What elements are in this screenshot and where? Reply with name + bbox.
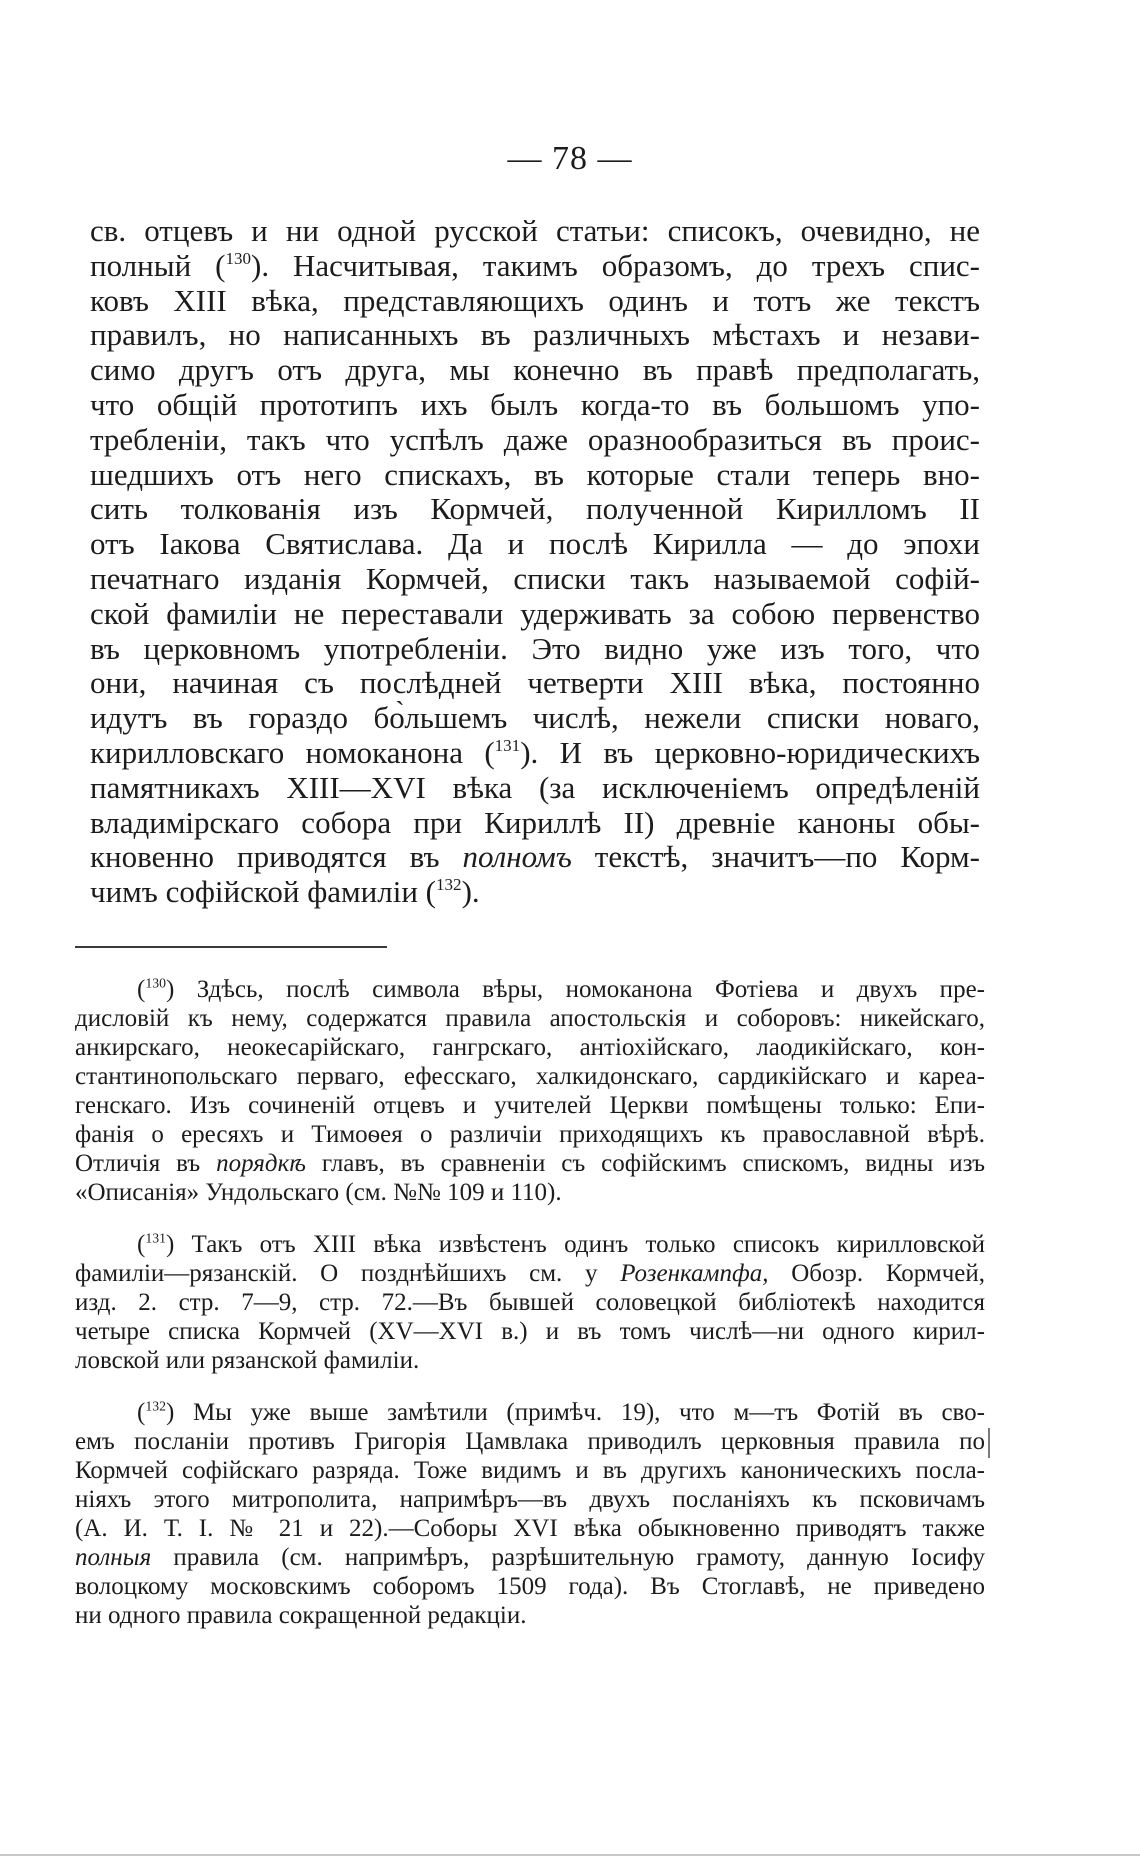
text-line: симо другъ отъ друга, мы конечно въ правѣ предполагать, [90, 353, 980, 388]
footnote-number: 130 [145, 975, 166, 991]
footnote-line [75, 1259, 985, 1288]
text-line: въ церковномъ употребленіи. Это видно уже изъ того, что [90, 631, 980, 666]
footnote-line: стантинопольскаго перваго, ефесскаго, халкидонскаго, сардикійскаго и кареа- [75, 1063, 985, 1090]
text-fragment: Обозр. Кормчей, [768, 1260, 985, 1287]
footnote-line [75, 975, 985, 1004]
footnote-line: Кормчей софійскаго разряда. Тоже видимъ и въ другихъ каноническихъ посла- [75, 1457, 985, 1484]
footnote-line: ніяхъ этого митрополита, напримѣръ—въ двухъ посланіяхъ къ псковичамъ [75, 1486, 985, 1513]
italic-emphasis: полномъ [462, 840, 572, 875]
footnote-131 [75, 1230, 985, 1375]
footnote-line: емъ посланіи противъ Григорія Цамвлака приводилъ церковныя правила по [75, 1428, 985, 1455]
footnote-line [75, 1543, 985, 1572]
text-line [90, 840, 980, 875]
footnote-line: ловской или рязанской фамиліи. [75, 1347, 420, 1374]
text-fragment: ) Такъ отъ XIII вѣка извѣстенъ одинъ только списокъ кирилловской [165, 1231, 985, 1258]
text-fragment: ) Здѣсь, послѣ символа вѣры, номоканона Фотіева и двухъ пре- [165, 976, 985, 1003]
footnote-number: 132 [145, 1398, 166, 1414]
footnote-line [75, 1149, 985, 1178]
footnote-number: 131 [145, 1230, 166, 1246]
text-fragment: Отличія въ [75, 1150, 217, 1177]
page-number: — 78 — [507, 140, 633, 177]
margin-mark [988, 1428, 990, 1458]
text-line [90, 249, 980, 284]
text-line: требленіи, такъ что успѣлъ даже оразнообразиться въ проис- [90, 422, 980, 457]
page-bottom-edge [0, 1854, 1140, 1856]
footnote-ref-131: 131 [494, 736, 521, 756]
text-line: шедшихъ отъ него спискахъ, въ которые стали теперь вно- [90, 457, 980, 492]
text-fragment: ). Насчитывая, такимъ образомъ, до трехъ спис- [251, 248, 980, 283]
main-text [90, 214, 980, 910]
text-fragment: фамиліи—рязанскій. О позднѣйшихъ см. у [75, 1260, 621, 1287]
text-fragment: ). [461, 875, 480, 910]
text-line: печатнаго изданія Кормчей, списки такъ называемой софій- [90, 561, 980, 596]
text-fragment: текстѣ, значитъ—по Корм- [571, 840, 980, 875]
text-line: идутъ въ гораздо бо̀льшемъ числѣ, нежели списки новаго, [90, 701, 980, 736]
footnote-line: фанія о ересяхъ и Тимоѳея о различіи приходящихъ къ православной вѣрѣ. [75, 1121, 985, 1148]
italic-emphasis: полныя [75, 1544, 152, 1571]
text-line: правилъ, но написанныхъ въ различныхъ мѣстахъ и незави- [90, 318, 980, 353]
footnote-130 [75, 975, 985, 1207]
italic-emphasis: порядкѣ [216, 1150, 306, 1177]
text-fragment: ( [137, 976, 146, 1003]
text-line [90, 875, 980, 910]
footnote-line [75, 1398, 985, 1427]
text-line: они, начиная съ послѣдней четверти XIII вѣка, постоянно [90, 666, 980, 701]
footnote-separator [75, 946, 387, 948]
text-line [90, 736, 980, 771]
text-line: ковъ XIII вѣка, представляющихъ одинъ и тотъ же текстъ [90, 283, 980, 318]
footnote-line [75, 1230, 985, 1259]
text-fragment: полный ( [90, 248, 226, 283]
text-fragment: ( [137, 1399, 146, 1426]
footnote-line: четыре списка Кормчей (XV—XVI в.) и въ томъ числѣ—ни одного кирил- [75, 1318, 985, 1345]
footnote-line: «Описанія» Ундольскаго (см. №№ 109 и 110). [75, 1179, 562, 1206]
footnote-line: изд. 2. стр. 7—9, стр. 72.—Въ бывшей соловецкой библіотекѣ находится [75, 1289, 985, 1316]
text-line: памятникахъ XIII—XVI вѣка (за исключеніемъ опредѣленій [90, 770, 980, 805]
footnote-line: генскаго. Изъ сочиненій отцевъ и учителей Церкви помѣщены только: Епи- [75, 1092, 985, 1119]
footnote-ref-130: 130 [225, 248, 251, 268]
text-fragment: главъ, въ сравненіи съ софійскимъ спискомъ, видны изъ [305, 1150, 985, 1177]
footnote-line: ни одного правила сокращенной редакціи. [75, 1602, 527, 1629]
text-line: св. отцевъ и ни одной русской статьи: списокъ, очевидно, не [90, 214, 980, 248]
text-fragment: ) Мы уже выше замѣтили (примѣч. 19), что м—тъ Фотій въ сво- [165, 1399, 985, 1426]
text-line: что общій прототипъ ихъ былъ когда-то въ большомъ упо- [90, 387, 980, 422]
footnote-ref-132: 132 [436, 875, 462, 895]
footnote-line: дисловій къ нему, содержатся правила апостольскія и соборовъ: никейскаго, [75, 1005, 985, 1032]
footnote-line: волоцкому московскимъ соборомъ 1509 года). Въ Стоглавѣ, не приведено [75, 1573, 985, 1600]
text-fragment: чимъ софійской фамиліи ( [90, 875, 437, 910]
footnote-132 [75, 1398, 985, 1630]
text-line: владимірскаго собора при Кириллѣ II) древніе каноны обы- [90, 805, 980, 840]
text-line: отъ Іакова Святислава. Да и послѣ Кирилла — до эпохи [90, 527, 980, 562]
footnote-line: анкирскаго, неокесарійскаго, гангрскаго, антіохійскаго, лаодикійскаго, кон- [75, 1034, 985, 1061]
text-line: сить толкованія изъ Кормчей, полученной Кирилломъ II [90, 492, 980, 527]
text-fragment: ( [137, 1231, 146, 1258]
text-fragment: кирилловскаго номоканона ( [90, 735, 495, 770]
text-fragment: кновенно приводятся въ [90, 840, 463, 875]
footnote-line: (А. И. Т. I. № 21 и 22).—Соборы XVI вѣка обыкновенно приводятъ также [75, 1515, 985, 1542]
text-line: ской фамиліи не переставали удерживать за собою первенство [90, 596, 980, 631]
text-fragment: ). И въ церковно-юридическихъ [520, 735, 980, 770]
text-fragment: правила (см. напримѣръ, разрѣшительную грамоту, данную Іосифу [151, 1544, 985, 1571]
italic-emphasis: Розенкампфа, [620, 1260, 769, 1287]
